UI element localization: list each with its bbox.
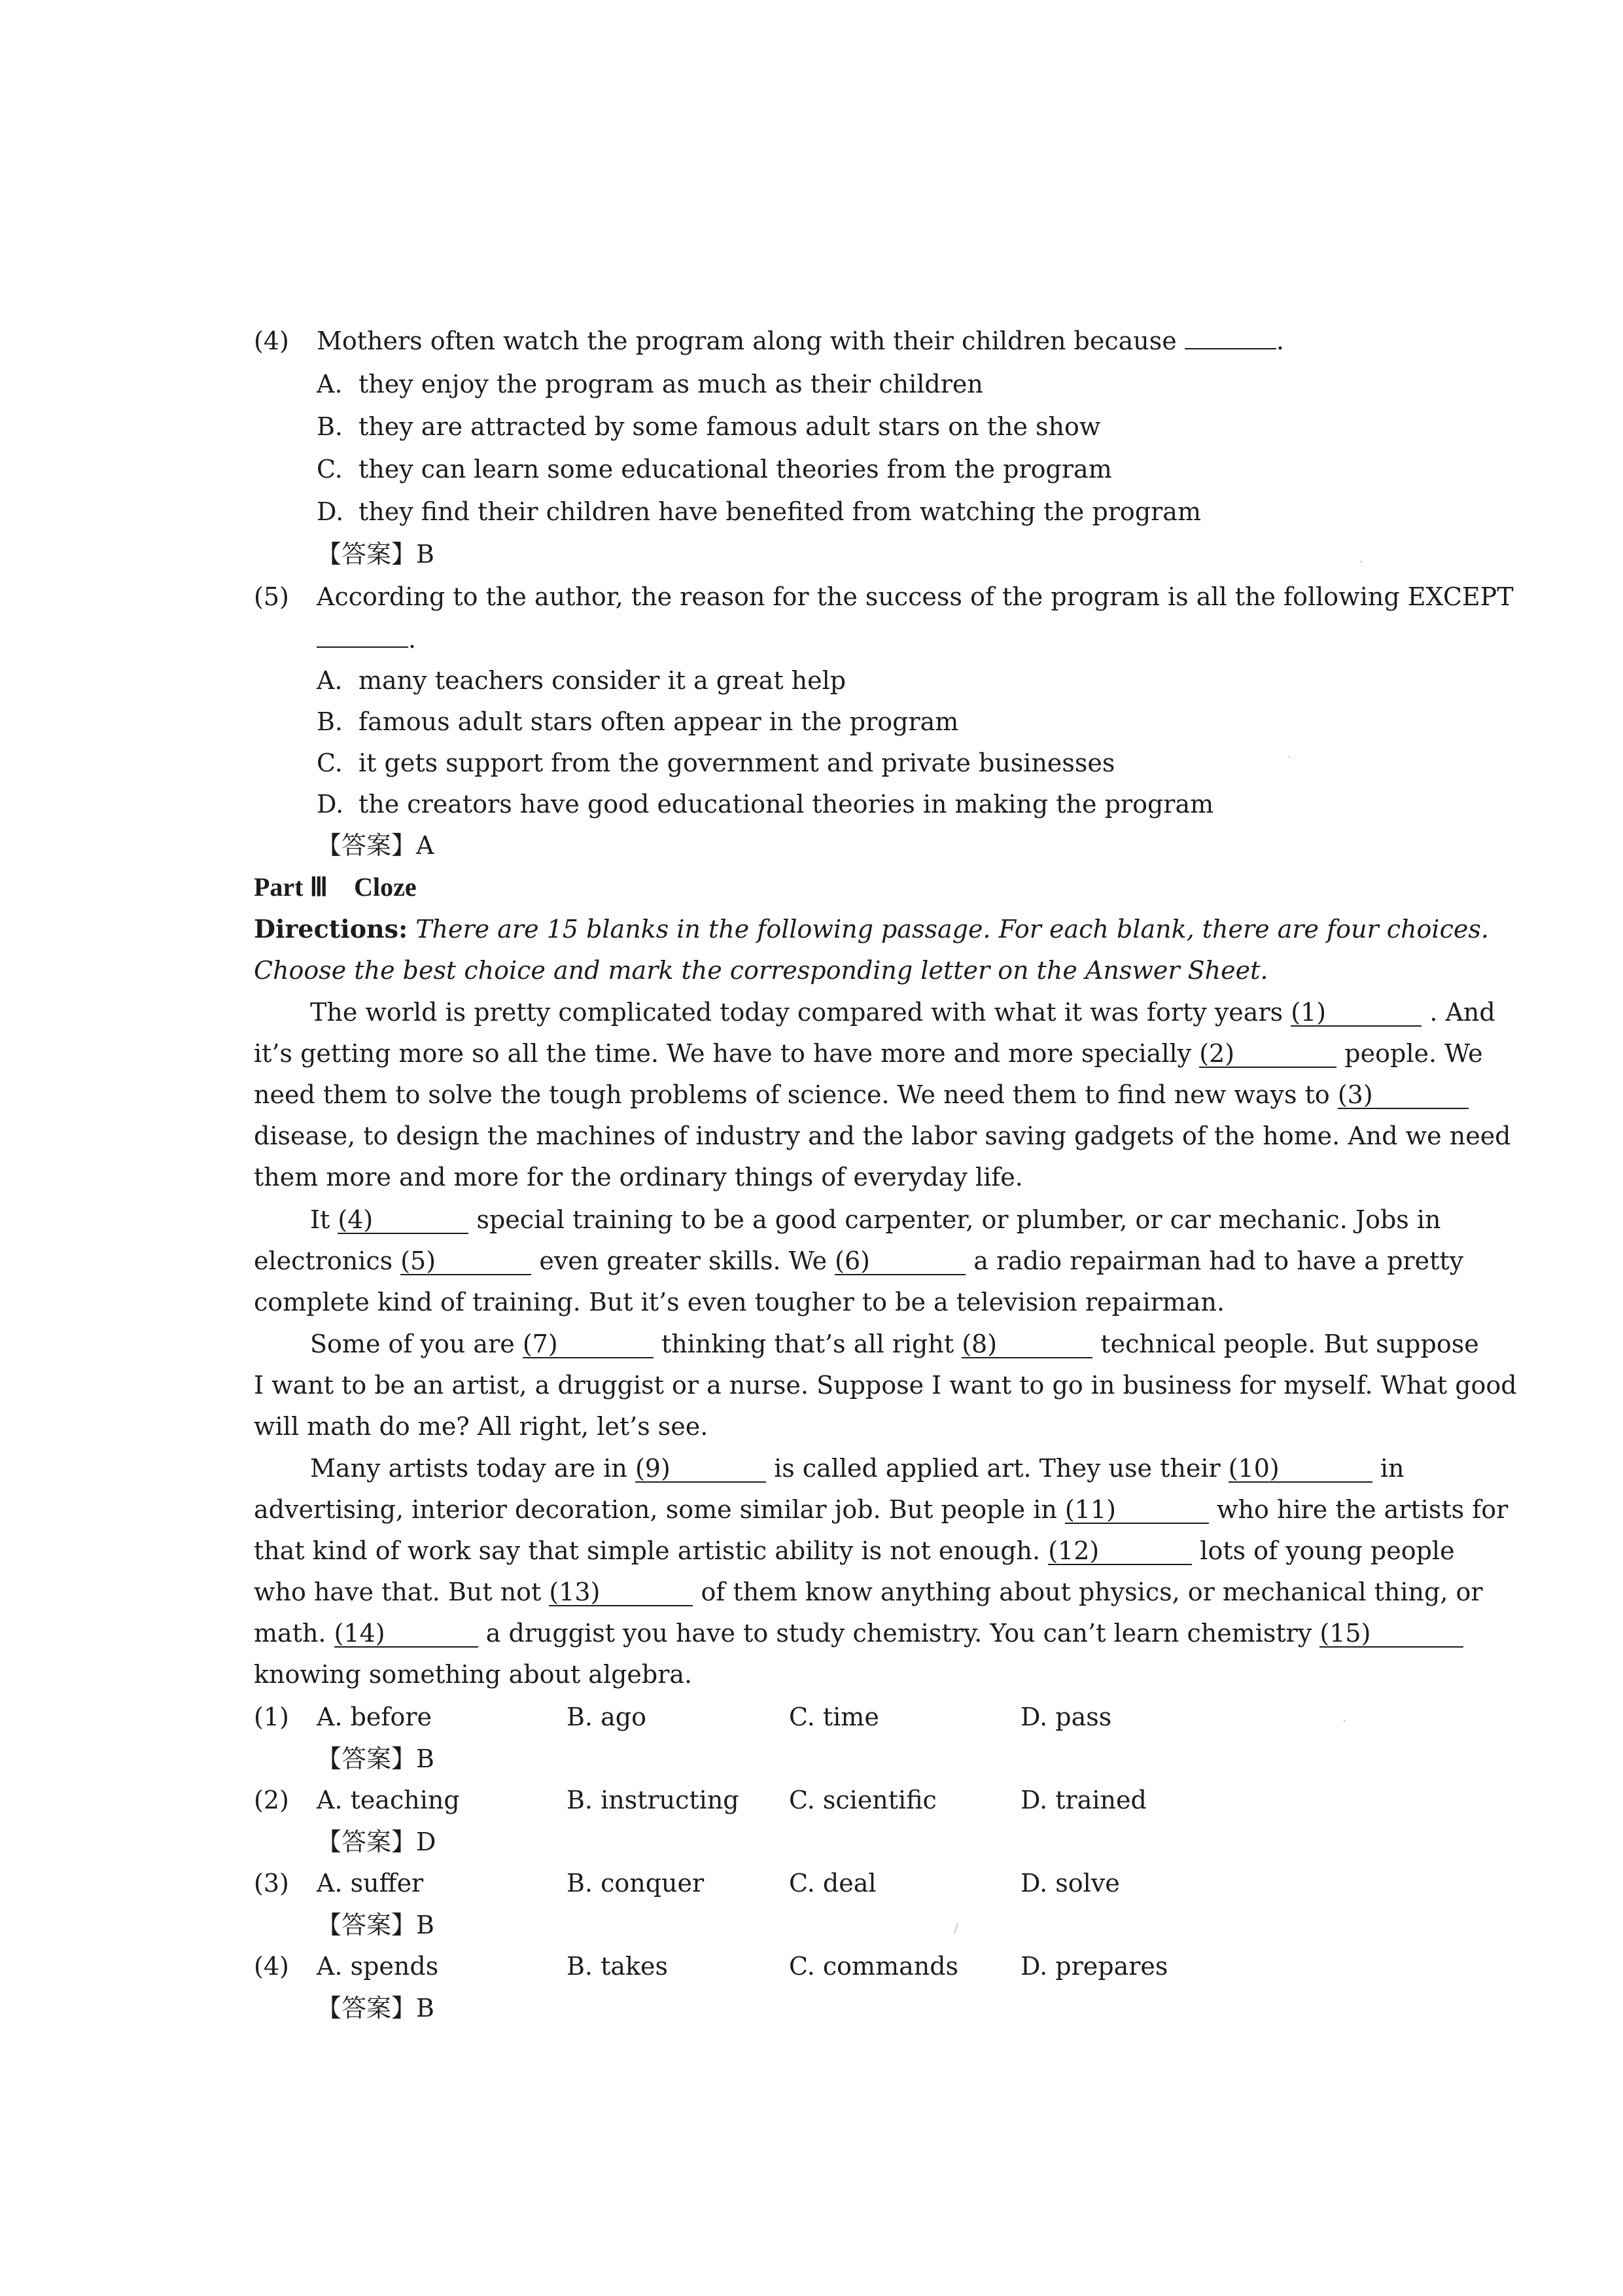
passage-text: lots of young people: [1200, 1536, 1455, 1565]
option-d: D. trained: [1021, 1786, 1147, 1814]
passage-line: [254, 1576, 1483, 1608]
passage-text: is called applied art. They use their: [774, 1454, 1221, 1483]
blank-9: (9): [635, 1455, 766, 1483]
option-text: they are attracted by some famous adult stars on the show: [358, 412, 1101, 441]
option-b: [317, 706, 958, 737]
passage-text: a druggist you have to study chemistry. You can’t learn chemistry: [485, 1619, 1312, 1648]
part-label: Part Ⅲ: [254, 872, 328, 902]
question-number: (4): [254, 1952, 289, 1981]
passage-text: of them know anything about physics, or mechanical thing, or: [701, 1578, 1483, 1606]
option-letter: D.: [317, 497, 344, 526]
option-text: the creators have good educational theories in making the program: [358, 790, 1214, 819]
option-letter: B.: [317, 707, 343, 736]
option-c: C. scientific: [789, 1786, 937, 1814]
question-5: [254, 581, 1514, 612]
option-letter: C.: [317, 749, 343, 777]
blank-11: (11): [1065, 1496, 1209, 1524]
passage-line: I want to be an artist, a druggist or a nurse. Suppose I want to go in business for myself. What good: [254, 1371, 1517, 1400]
answer-q4: 【答案】B: [317, 540, 434, 569]
blank-5: (5): [400, 1248, 531, 1275]
question-number: (2): [254, 1786, 289, 1814]
option-d: [317, 496, 1201, 527]
question-number: (3): [254, 1869, 289, 1898]
passage-line: disease, to design the machines of industry and the labor saving gadgets of the home. And we need: [254, 1122, 1511, 1150]
scan-speck: ·: [1359, 554, 1364, 569]
passage-line: [254, 1494, 1509, 1525]
blank-13: (13): [549, 1579, 693, 1606]
passage-text: technical people. But suppose: [1100, 1330, 1479, 1358]
passage-line: [310, 997, 1495, 1028]
option-c: C. time: [789, 1703, 879, 1731]
option-b: B. instructing: [567, 1786, 739, 1814]
passage-line: [310, 1453, 1405, 1484]
option-a: A. teaching: [317, 1786, 460, 1814]
blank-12: (12): [1048, 1538, 1192, 1565]
option-a: A. spends: [317, 1952, 439, 1981]
scan-speck: ·: [1342, 1713, 1347, 1729]
passage-line: them more and more for the ordinary things of everyday life.: [254, 1163, 1023, 1192]
scan-speck: ·: [1287, 749, 1292, 764]
passage-line: [310, 1204, 1441, 1235]
option-b: [317, 411, 1100, 442]
option-text: it gets support from the government and private businesses: [358, 749, 1115, 777]
directions-line-2: Choose the best choice and mark the corresponding letter on the Answer Sheet.: [254, 956, 1268, 985]
answer-q5: 【答案】A: [317, 831, 434, 860]
blank-1: (1): [1291, 999, 1422, 1027]
option-a: [317, 665, 846, 696]
passage-text: it’s getting more so all the time. We have to have more and more specially: [254, 1039, 1192, 1068]
question-stem: Mothers often watch the program along with their children because: [317, 327, 1177, 355]
option-a: A. before: [317, 1703, 432, 1731]
passage-line: [254, 1245, 1464, 1277]
answer-blank: [1185, 328, 1276, 349]
passage-line: [310, 1328, 1479, 1360]
passage-text: Many artists today are in: [310, 1454, 627, 1483]
option-b: B. ago: [567, 1703, 646, 1731]
question-number: (1): [254, 1703, 289, 1731]
option-d: D. prepares: [1021, 1952, 1168, 1981]
passage-line: [254, 1535, 1455, 1566]
option-text: they can learn some educational theories from the program: [358, 455, 1112, 484]
passage-line: complete kind of training. But it’s even tougher to be a television repairman.: [254, 1288, 1225, 1316]
passage-text: special training to be a good carpenter, or plumber, or car mechanic. Jobs in: [476, 1205, 1441, 1234]
section-heading: [254, 872, 417, 903]
option-text: many teachers consider it a great help: [358, 666, 846, 695]
option-c: C. commands: [789, 1952, 959, 1981]
passage-text: that kind of work say that simple artistic ability is not enough.: [254, 1536, 1041, 1565]
passage-line: will math do me? All right, let’s see.: [254, 1412, 708, 1441]
scan-speck: /: [954, 1920, 958, 1936]
option-letter: C.: [317, 455, 343, 484]
blank-4: (4): [338, 1207, 468, 1234]
option-a: A. suffer: [317, 1869, 424, 1898]
option-letter: B.: [317, 412, 343, 441]
blank-10: (10): [1229, 1455, 1372, 1483]
option-text: they enjoy the program as much as their children: [358, 370, 983, 398]
passage-text: Some of you are: [310, 1330, 515, 1358]
blank-2: (2): [1199, 1040, 1336, 1068]
passage-text: advertising, interior decoration, some similar job. But people in: [254, 1495, 1057, 1524]
passage-text: who have that. But not: [254, 1578, 542, 1606]
option-d: D. pass: [1021, 1703, 1112, 1731]
passage-text: . And: [1429, 998, 1495, 1027]
answer: 【答案】B: [317, 1911, 434, 1939]
passage-text: in: [1380, 1454, 1405, 1483]
blank-14: (14): [334, 1620, 478, 1648]
passage-text: It: [310, 1205, 330, 1234]
passage-text: even greater skills. We: [539, 1246, 828, 1275]
passage-text: math.: [254, 1619, 326, 1648]
answer-blank: [317, 627, 408, 648]
question-number: (5): [254, 582, 289, 611]
directions-label: Directions:: [254, 914, 408, 944]
passage-text: need them to solve the tough problems of science. We need them to find new ways to: [254, 1080, 1330, 1109]
option-b: B. takes: [567, 1952, 669, 1981]
question-number: (4): [254, 327, 289, 355]
passage-text: The world is pretty complicated today compared with what it was forty years: [310, 998, 1283, 1027]
passage-line: knowing something about algebra.: [254, 1660, 693, 1689]
passage-text: thinking that’s all right: [661, 1330, 954, 1358]
option-c: [317, 747, 1115, 779]
option-d: [317, 788, 1213, 820]
option-letter: A.: [317, 370, 343, 398]
passage-text: who hire the artists for: [1217, 1495, 1509, 1524]
blank-15: (15): [1319, 1620, 1463, 1648]
answer: 【答案】B: [317, 1994, 434, 2022]
question-4: (4) Mothers often watch the program along with their children because .: [254, 327, 1284, 355]
option-c: [317, 453, 1112, 485]
option-c: C. deal: [789, 1869, 877, 1898]
option-a: [317, 368, 983, 400]
option-text: famous adult stars often appear in the program: [358, 707, 959, 736]
option-letter: A.: [317, 666, 343, 695]
directions-line-1: [254, 913, 1489, 945]
blank-8: (8): [962, 1331, 1092, 1358]
passage-line: [254, 1079, 1402, 1110]
answer: 【答案】B: [317, 1744, 434, 1773]
passage-text: people. We: [1344, 1039, 1483, 1068]
blank-7: (7): [523, 1331, 654, 1358]
passage-text: a radio repairman had to have a pretty: [973, 1246, 1464, 1275]
passage-line: [254, 1617, 1402, 1649]
option-b: B. conquer: [567, 1869, 705, 1898]
option-letter: D.: [317, 790, 344, 819]
option-d: D. solve: [1021, 1869, 1120, 1898]
directions-text: There are 15 blanks in the following passage. For each blank, there are four choices.: [415, 915, 1489, 944]
blank-3: (3): [1338, 1082, 1469, 1109]
passage-text: electronics: [254, 1246, 393, 1275]
answer-blank-line: .: [317, 624, 416, 655]
blank-6: (6): [835, 1248, 966, 1275]
section-title: Cloze: [354, 872, 417, 902]
passage-line: [254, 1038, 1483, 1069]
answer: 【答案】D: [317, 1828, 436, 1856]
question-stem: According to the author, the reason for the success of the program is all the following EXCEPT: [317, 582, 1514, 611]
option-text: they find their children have benefited from watching the program: [358, 497, 1201, 526]
